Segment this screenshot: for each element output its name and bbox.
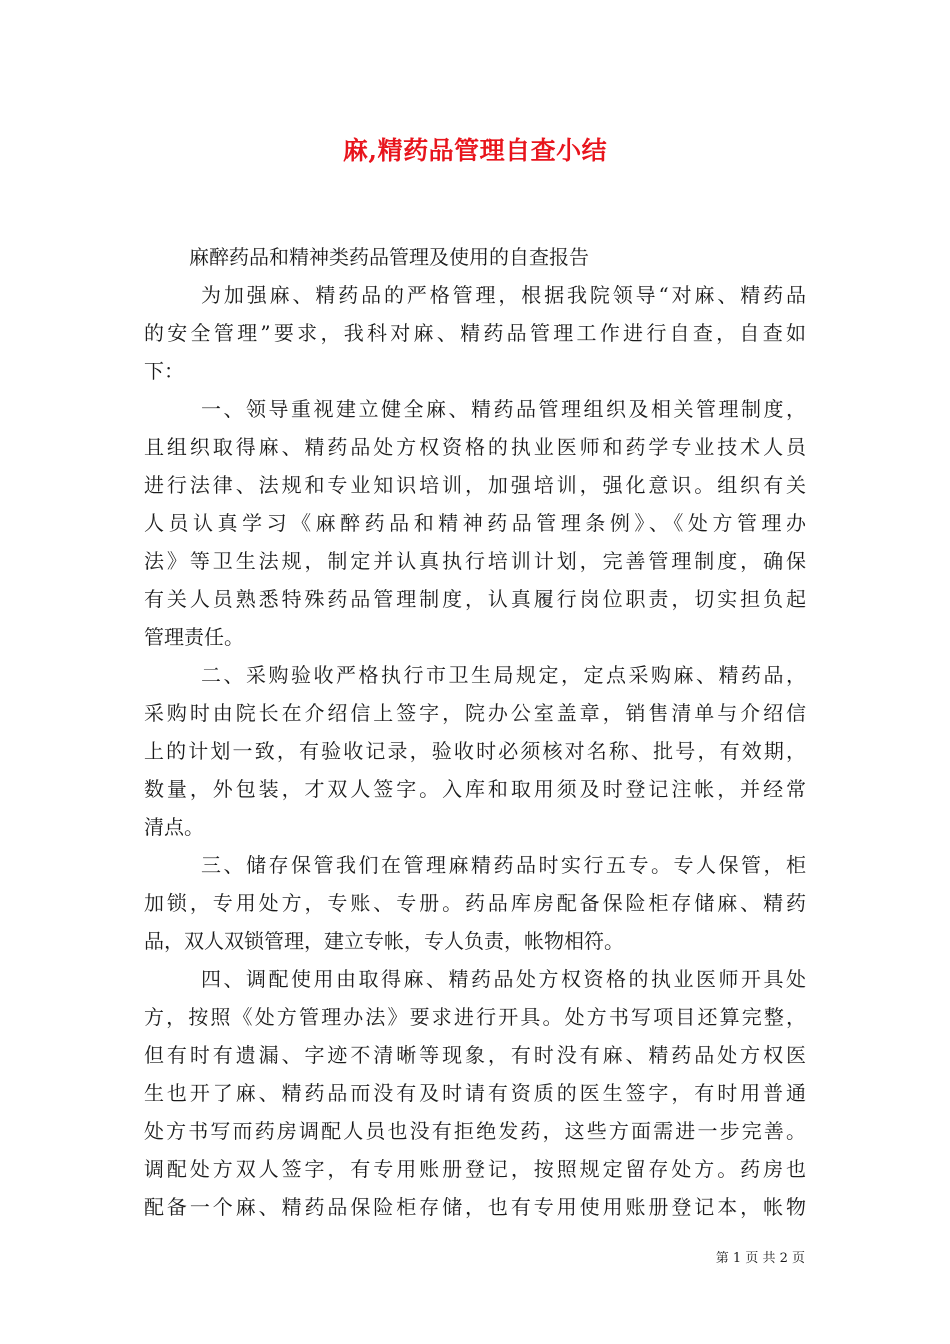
body-line: 二、采购验收严格执行市卫生局规定，定点采购麻、精药品，: [201, 663, 806, 687]
body-line: 调配处方双人签字，有专用账册登记，按照规定留存处方。药房也: [144, 1157, 806, 1181]
body-line: 四、调配使用由取得麻、精药品处方权资格的执业医师开具处: [201, 967, 806, 991]
body-line: 进行法律、法规和专业知识培训，加强培训，强化意识。组织有关: [144, 473, 806, 497]
body-line: 为加强麻、精药品的严格管理，根据我院领导“对麻、精药品: [201, 283, 806, 307]
page-footer: 第 1 页 共 2 页: [715, 1251, 805, 1266]
body-line: 生也开了麻、精药品而没有及时请有资质的医生签字，有时用普通: [144, 1081, 806, 1105]
body-line: 一、领导重视建立健全麻、精药品管理组织及相关管理制度，: [201, 397, 806, 421]
body-line: 数量，外包装，才双人签字。入库和取用须及时登记注帐，并经常: [144, 777, 806, 801]
body-line: 有关人员熟悉特殊药品管理制度，认真履行岗位职责，切实担负起: [144, 587, 806, 611]
body-line: 的安全管理”要求，我科对麻、精药品管理工作进行自查，自查如: [144, 321, 806, 345]
body-line: 配备一个麻、精药品保险柜存储，也有专用使用账册登记本，帐物: [144, 1195, 806, 1219]
body-line: 方，按照《处方管理办法》要求进行开具。处方书写项目还算完整，: [144, 1005, 806, 1029]
body-line: 上的计划一致，有验收记录，验收时必须核对名称、批号，有效期，: [144, 739, 806, 763]
document-body: [144, 238, 806, 1226]
body-line: 下：: [144, 359, 184, 383]
body-line: 法》等卫生法规，制定并认真执行培训计划，完善管理制度，确保: [144, 549, 806, 573]
body-line: 加锁，专用处方，专账、专册。药品库房配备保险柜存储麻、精药: [144, 891, 806, 915]
document-title: 麻,精药品管理自查小结: [342, 136, 608, 165]
body-line: 但有时有遗漏、字迹不清晰等现象，有时没有麻、精药品处方权医: [144, 1043, 806, 1067]
body-line: 且组织取得麻、精药品处方权资格的执业医师和药学专业技术人员: [144, 435, 806, 459]
body-line: 采购时由院长在介绍信上签字，院办公室盖章，销售清单与介绍信: [144, 701, 806, 725]
body-line: 三、储存保管我们在管理麻精药品时实行五专。专人保管，柜: [201, 853, 806, 877]
body-line: 管理责任。: [144, 625, 244, 649]
body-line: 品，双人双锁管理，建立专帐，专人负责，帐物相符。: [144, 929, 624, 953]
body-line: 麻醉药品和精神类药品管理及使用的自查报告: [189, 245, 589, 269]
body-line: 人员认真学习《麻醉药品和精神药品管理条例》、《处方管理办: [144, 511, 806, 535]
body-line: 清点。: [144, 815, 204, 839]
body-line: 处方书写而药房调配人员也没有拒绝发药，这些方面需进一步完善。: [144, 1119, 806, 1143]
